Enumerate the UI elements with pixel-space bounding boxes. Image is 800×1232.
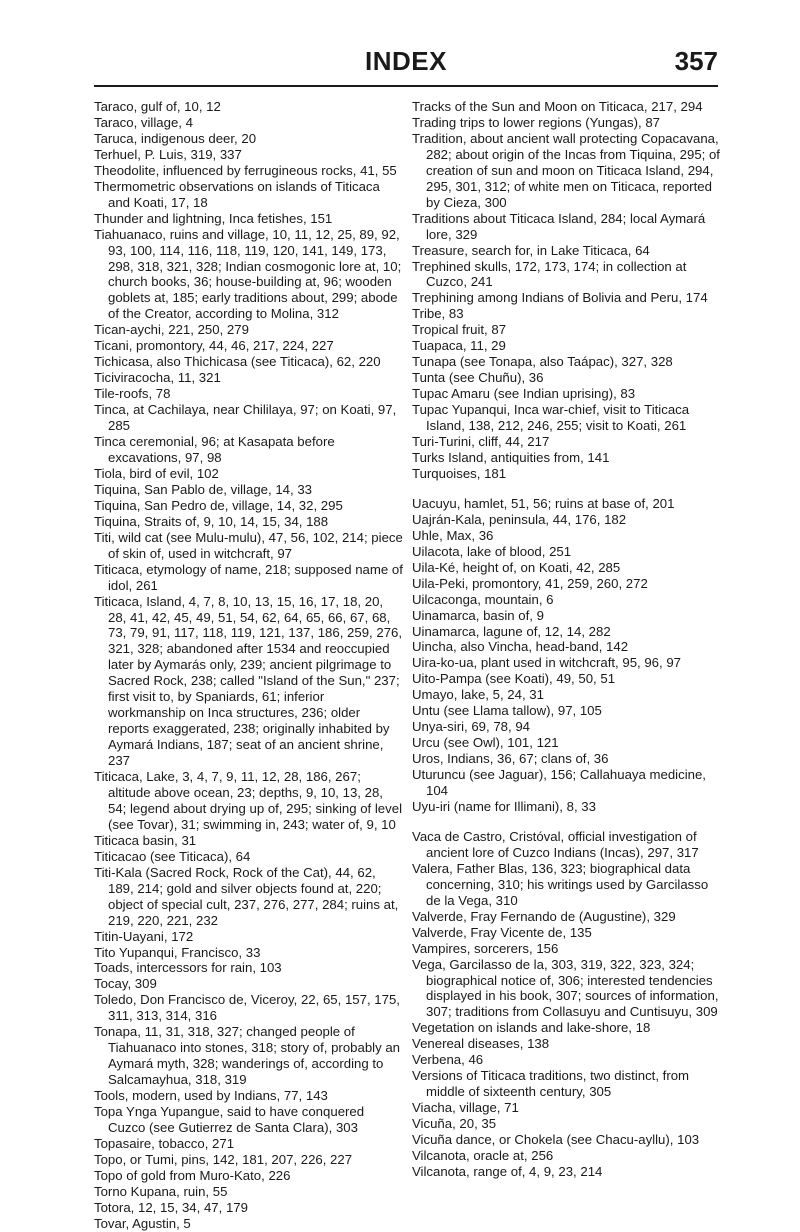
index-entry: Turi-Turini, cliff, 44, 217 [412,434,550,450]
index-entry: Topo of gold from Muro-Kato, 226 [94,1167,291,1183]
right-column [412,99,722,1180]
index-entry: Turks Island, antiquities from, 141 [412,449,610,465]
index-entry: Uros, Indians, 36, 67; clans of, 36 [412,751,609,767]
index-entry: Uilacota, lake of blood, 251 [412,543,572,559]
index-entry: Taraco, village, 4 [94,114,193,130]
index-entry: Vampires, sorcerers, 156 [412,940,559,956]
index-entry: Tracks of the Sun and Moon on Titicaca, 217, 294 [412,99,703,114]
section-gap [412,482,722,496]
index-entry: Tunta (see Chuñu), 36 [412,370,544,386]
index-entry: Tiquina, Straits of, 9, 10, 14, 15, 34, 188 [94,513,329,529]
page-number: 357 [674,46,718,76]
index-entry: Versions of Titicaca traditions, two distinct, from middle of sixteenth century, 305 [412,1068,690,1100]
index-entry: Thermometric observations on islands of Titicaca and Koati, 17, 18 [94,178,380,210]
index-entry: Tocay, 309 [94,976,157,992]
index-entry: Tichicasa, also Thichicasa (see Titicaca), 62, 220 [94,354,381,370]
index-entry: Vilcanota, range of, 4, 9, 23, 214 [412,1163,603,1179]
index-entry: Torno Kupana, ruin, 55 [94,1183,228,1199]
index-entry: Titicacao (see Titicaca), 64 [94,848,251,864]
header-rule [94,85,718,87]
index-entry: Ticiviracocha, 11, 321 [94,370,221,386]
index-entry: Tupac Yupanqui, Inca war-chief, visit to Titicaca Island, 138, 212, 246, 255; visit to Koati, 261 [412,402,690,434]
index-entry: Tinca, at Cachilaya, near Chililaya, 97; on Koati, 97, 285 [94,402,397,434]
index-entry: Theodolite, influenced by ferrugineous rocks, 41, 55 [94,162,397,178]
index-entry: Trading trips to lower regions (Yungas), 87 [412,114,660,130]
index-entry: Tiola, bird of evil, 102 [94,465,219,481]
index-entry: Uturuncu (see Jaguar), 156; Callahuaya medicine, 104 [412,767,706,799]
page-title: INDEX [365,46,447,76]
index-entry: Thunder and lightning, Inca fetishes, 151 [94,210,333,226]
index-entry: Vegetation on islands and lake-shore, 18 [412,1020,651,1036]
index-entry: Tropical fruit, 87 [412,322,507,338]
index-entry: Tupac Amaru (see Indian uprising), 83 [412,386,636,402]
index-entry: Urcu (see Owl), 101, 121 [412,735,559,751]
index-entry: Valverde, Fray Vicente de, 135 [412,924,592,940]
index-entry: Treasure, search for, in Lake Titicaca, 64 [412,242,650,258]
index-entry: Vaca de Castro, Cristóval, official investigation of ancient lore of Cuzco Indians (Incas), 297, 317 [412,828,699,860]
index-entry: Umayo, lake, 5, 24, 31 [412,687,544,703]
index-entry: Tiquina, San Pedro de, village, 14, 32, 295 [94,497,343,513]
index-entry: Tonapa, 11, 31, 318, 327; changed people of Tiahuanaco into stones, 318; story of, probably an Aymará myth, 328; wanderings of, according to Salcamayhua, 318, 319 [94,1024,401,1088]
index-entry: Taruca, indigenous deer, 20 [94,130,257,146]
index-entry: Tinca ceremonial, 96; at Kasapata before excavations, 97, 98 [94,434,335,465]
index-entry: Tito Yupanqui, Francisco, 33 [94,944,261,960]
index-entry: Titi, wild cat (see Mulu-mulu), 47, 56, 102, 214; piece of skin of, used in witchcraft, 97 [94,529,403,561]
index-entry: Trephining among Indians of Bolivia and Peru, 174 [412,290,708,306]
index-entry: Topo, or Tumi, pins, 142, 181, 207, 226, 227 [94,1151,353,1167]
section-gap [412,815,722,829]
index-entry: Toads, intercessors for rain, 103 [94,960,282,976]
index-section-t [412,99,722,482]
index-entry: Uila-Ké, height of, on Koati, 42, 285 [412,559,621,575]
index-entry: Uira-ko-ua, plant used in witchcraft, 95, 96, 97 [412,655,682,671]
index-entry: Titi-Kala (Sacred Rock, Rock of the Cat), 44, 62, 189, 214; gold and silver objects found at, 220; object of special cult, 237, 276, 277, 284; ruins at, 219, 220, 221, 232 [94,864,399,928]
index-entry: Untu (see Llama tallow), 97, 105 [412,703,602,719]
index-section-u [412,496,722,815]
index-entry: Uacuyu, hamlet, 51, 56; ruins at base of, 201 [412,495,675,511]
left-column [94,99,404,1232]
index-entry: Trephined skulls, 172, 173, 174; in collection at Cuzco, 241 [412,258,687,290]
index-entry: Totora, 12, 15, 34, 47, 179 [94,1199,248,1215]
index-entry: Tiahuanaco, ruins and village, 10, 11, 12, 25, 89, 92, 93, 100, 114, 116, 118, 119, 120, 141, 149, 173, 298, 318, 321, 328; Indian cosmogonic lore at, 10; church books, 36; house-building at, 96; wooden goblets at, 185; early traditions about, 299; abode of the Creator, according to Molina, 312 [94,226,402,322]
index-entry: Unya-siri, 69, 78, 94 [412,719,531,735]
index-entry: Uyu-iri (name for Illimani), 8, 33 [412,798,596,814]
index-entry: Uito-Pampa (see Koati), 49, 50, 51 [412,671,616,687]
index-entry: Toledo, Don Francisco de, Viceroy, 22, 65, 157, 175, 311, 313, 314, 316 [94,992,400,1024]
index-entry: Ticani, promontory, 44, 46, 217, 224, 227 [94,338,334,354]
index-entry: Titin-Uayani, 172 [94,928,194,944]
index-entry: Titicaca, etymology of name, 218; supposed name of idol, 261 [94,561,403,593]
index-entry: Viacha, village, 71 [412,1100,519,1116]
index-entry: Uinamarca, lagune of, 12, 14, 282 [412,623,611,639]
index-entry: Uincha, also Vincha, head-band, 142 [412,639,629,655]
index-entry: Tiquina, San Pablo de, village, 14, 33 [94,481,312,497]
index-entry: Vicuña dance, or Chokela (see Chacu-ayllu), 103 [412,1132,700,1148]
index-entry: Uhle, Max, 36 [412,527,494,543]
index-entry: Titicaca basin, 31 [94,832,197,848]
index-entry: Topasaire, tobacco, 271 [94,1135,235,1151]
index-entry: Titicaca, Island, 4, 7, 8, 10, 13, 15, 16, 17, 18, 20, 28, 41, 42, 45, 49, 51, 54, 62, 64, 65, 66, 67, 68, 73, 79, 91, 117, 118, 119, 121, 137, 186, 259, 276, 321, 328; abandoned after 1534 and reoccupied later by Aymarás only, 239; ancient pilgrimage to Sacred Rock, 238; called "Island of the Sun," 237; first visit to, by Spaniards, 61; inferior workmanship on Inca structures, 236; older reports exaggerated, 238; originally inhabited by Aymará Indians, 187; seat of an ancient shrine, 237 [94,593,403,769]
page-header [94,44,718,84]
index-entry: Topa Ynga Yupangue, said to have conquered Cuzco (see Gutierrez de Santa Clara), 303 [94,1104,365,1135]
index-entry: Tools, modern, used by Indians, 77, 143 [94,1088,328,1104]
index-entry: Tile-roofs, 78 [94,386,171,402]
index-entry: Tuapaca, 11, 29 [412,338,506,354]
index-entry: Valverde, Fray Fernando de (Augustine), 329 [412,908,676,924]
index-entry: Tradition, about ancient wall protecting Copacavana, 282; about origin of the Incas from Tiquina, 295; of creation of sun and moon on Titicaca Island, 294, 295, 301, 312; of white men on Titicaca, reported by Cieza, 300 [412,130,720,210]
index-entry: Vega, Garcilasso de la, 303, 319, 322, 323, 324; biographical notice of, 306; interested tendencies displayed in his book, 307; sources of information, 307; traditions from Collasuyu and Cuntisuyu, 309 [412,956,719,1020]
index-entry: Tican-aychi, 221, 250, 279 [94,322,249,338]
index-entry: Verbena, 46 [412,1052,484,1068]
index-entry: Traditions about Titicaca Island, 284; local Aymará lore, 329 [412,210,706,242]
index-entry: Turquoises, 181 [412,465,507,481]
index-entry: Terhuel, P. Luis, 319, 337 [94,146,242,162]
index-entry: Taraco, gulf of, 10, 12 [94,99,221,114]
index-entry: Venereal diseases, 138 [412,1036,550,1052]
index-entry: Tovar, Agustin, 5 [94,1215,191,1231]
index-entry: Titicaca, Lake, 3, 4, 7, 9, 11, 12, 28, 186, 267; altitude above ocean, 23; depths, 9, 10, 13, 28, 54; legend about drying up of, 295; sinking of level (see Tovar), 31; swimming in, 243; water of, 9, 10 [94,769,402,832]
index-entry: Tunapa (see Tonapa, also Taápac), 327, 328 [412,354,673,370]
index-entry: Valera, Father Blas, 136, 323; biographical data concerning, 310; his writings used by Garcilasso de la Vega, 310 [412,860,709,908]
index-entry: Uila-Peki, promontory, 41, 259, 260, 272 [412,575,648,591]
index-entry: Vicuña, 20, 35 [412,1116,497,1132]
index-entry: Uajrán-Kala, peninsula, 44, 176, 182 [412,511,627,527]
index-entry: Uilcaconga, mountain, 6 [412,591,554,607]
index-entry: Uinamarca, basin of, 9 [412,607,544,623]
index-section-v [412,829,722,1180]
index-entry: Tribe, 83 [412,306,464,322]
index-entry: Vilcanota, oracle at, 256 [412,1148,554,1163]
